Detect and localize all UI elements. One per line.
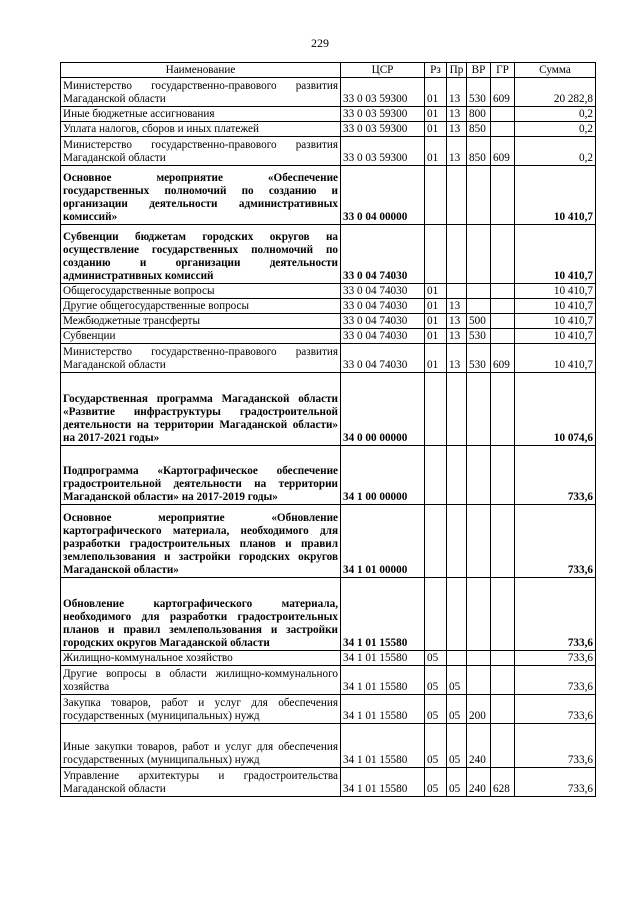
table-row bbox=[61, 314, 596, 329]
cell-gr bbox=[491, 373, 515, 446]
cell-name: Субвенции bbox=[61, 329, 341, 344]
cell-name: Иные закупки товаров, работ и услуг для обеспечения государственных (муниципальных) нужд bbox=[61, 724, 341, 768]
cell-gr: 609 bbox=[491, 137, 515, 166]
header-pr: Пр bbox=[447, 63, 467, 78]
cell-pr bbox=[447, 166, 467, 225]
cell-name: Другие общегосударственные вопросы bbox=[61, 299, 341, 314]
cell-pr: 13 bbox=[447, 314, 467, 329]
cell-pr: 13 bbox=[447, 107, 467, 122]
cell-gr: 609 bbox=[491, 344, 515, 373]
cell-name: Министерство государственно-правового развития Магаданской области bbox=[61, 137, 341, 166]
cell-sum: 733,6 bbox=[515, 695, 596, 724]
cell-rz: 01 bbox=[425, 329, 447, 344]
cell-gr bbox=[491, 284, 515, 299]
cell-name: Министерство государственно-правового развития Магаданской области bbox=[61, 344, 341, 373]
table-row bbox=[61, 446, 596, 505]
table-row bbox=[61, 578, 596, 651]
cell-sum: 10 410,7 bbox=[515, 314, 596, 329]
cell-name: Закупка товаров, работ и услуг для обеспечения государственных (муниципальных) нужд bbox=[61, 695, 341, 724]
cell-sum: 10 410,7 bbox=[515, 329, 596, 344]
table-row bbox=[61, 373, 596, 446]
cell-sum: 10 410,7 bbox=[515, 299, 596, 314]
cell-sum: 10 410,7 bbox=[515, 284, 596, 299]
cell-gr bbox=[491, 578, 515, 651]
cell-rz: 01 bbox=[425, 78, 447, 107]
header-csr: ЦСР bbox=[341, 63, 425, 78]
cell-vr bbox=[467, 299, 491, 314]
table-row bbox=[61, 695, 596, 724]
cell-vr: 850 bbox=[467, 137, 491, 166]
cell-csr: 33 0 04 00000 bbox=[341, 166, 425, 225]
cell-sum: 10 074,6 bbox=[515, 373, 596, 446]
table-row bbox=[61, 137, 596, 166]
cell-vr: 240 bbox=[467, 768, 491, 797]
header-gr: ГР bbox=[491, 63, 515, 78]
cell-pr bbox=[447, 284, 467, 299]
cell-rz: 01 bbox=[425, 314, 447, 329]
cell-name: Основное мероприятие «Обновление картографического материала, необходимого для разработки градостроительных планов и правил землепользования и застройки городских округов Магаданской области» bbox=[61, 505, 341, 578]
cell-gr bbox=[491, 446, 515, 505]
cell-vr bbox=[467, 651, 491, 666]
cell-sum: 10 410,7 bbox=[515, 225, 596, 284]
cell-sum: 733,6 bbox=[515, 724, 596, 768]
cell-gr bbox=[491, 695, 515, 724]
cell-csr: 33 0 04 74030 bbox=[341, 299, 425, 314]
cell-csr: 34 1 00 00000 bbox=[341, 446, 425, 505]
cell-gr bbox=[491, 651, 515, 666]
header-rz: Рз bbox=[425, 63, 447, 78]
cell-pr: 13 bbox=[447, 137, 467, 166]
cell-rz bbox=[425, 225, 447, 284]
cell-rz: 05 bbox=[425, 651, 447, 666]
cell-csr: 33 0 03 59300 bbox=[341, 107, 425, 122]
cell-vr bbox=[467, 446, 491, 505]
cell-pr bbox=[447, 651, 467, 666]
cell-csr: 33 0 03 59300 bbox=[341, 122, 425, 137]
cell-name: Межбюджетные трансферты bbox=[61, 314, 341, 329]
cell-name: Иные бюджетные ассигнования bbox=[61, 107, 341, 122]
cell-name: Подпрограмма «Картографическое обеспечение градостроительной деятельности на территории Магаданской области» на 2017-2019 годы» bbox=[61, 446, 341, 505]
cell-name: Общегосударственные вопросы bbox=[61, 284, 341, 299]
cell-vr: 530 bbox=[467, 344, 491, 373]
cell-rz: 05 bbox=[425, 768, 447, 797]
cell-name: Основное мероприятие «Обеспечение государственных полномочий по созданию и организации деятельности административных комиссий» bbox=[61, 166, 341, 225]
cell-pr: 05 bbox=[447, 666, 467, 695]
cell-pr: 13 bbox=[447, 122, 467, 137]
cell-name: Субвенции бюджетам городских округов на осуществление государственных полномочий по созданию и организации деятельности административных комиссий bbox=[61, 225, 341, 284]
cell-sum: 0,2 bbox=[515, 107, 596, 122]
cell-sum: 733,6 bbox=[515, 446, 596, 505]
cell-vr: 850 bbox=[467, 122, 491, 137]
cell-rz: 05 bbox=[425, 666, 447, 695]
table-row bbox=[61, 122, 596, 137]
cell-vr: 800 bbox=[467, 107, 491, 122]
cell-csr: 34 1 01 15580 bbox=[341, 695, 425, 724]
cell-pr bbox=[447, 446, 467, 505]
cell-sum: 733,6 bbox=[515, 578, 596, 651]
table-row bbox=[61, 768, 596, 797]
table-row bbox=[61, 505, 596, 578]
cell-pr bbox=[447, 578, 467, 651]
cell-rz: 01 bbox=[425, 299, 447, 314]
cell-gr bbox=[491, 107, 515, 122]
cell-rz: 01 bbox=[425, 107, 447, 122]
cell-name: Жилищно-коммунальное хозяйство bbox=[61, 651, 341, 666]
cell-sum: 10 410,7 bbox=[515, 166, 596, 225]
cell-name: Обновление картографического материала, необходимого для разработки градостроительных планов и правил землепользования и застройки городских округов Магаданской области bbox=[61, 578, 341, 651]
cell-gr bbox=[491, 299, 515, 314]
cell-gr bbox=[491, 225, 515, 284]
page-number: 229 bbox=[311, 36, 329, 50]
header-sum: Сумма bbox=[515, 63, 596, 78]
cell-rz: 05 bbox=[425, 695, 447, 724]
cell-pr bbox=[447, 373, 467, 446]
cell-csr: 33 0 03 59300 bbox=[341, 78, 425, 107]
cell-csr: 33 0 04 74030 bbox=[341, 314, 425, 329]
cell-csr: 34 1 01 15580 bbox=[341, 578, 425, 651]
cell-rz bbox=[425, 166, 447, 225]
cell-csr: 34 1 01 15580 bbox=[341, 768, 425, 797]
cell-sum: 10 410,7 bbox=[515, 344, 596, 373]
cell-rz bbox=[425, 373, 447, 446]
table-row bbox=[61, 225, 596, 284]
table-row bbox=[61, 344, 596, 373]
cell-vr: 530 bbox=[467, 78, 491, 107]
cell-csr: 33 0 04 74030 bbox=[341, 329, 425, 344]
cell-sum: 20 282,8 bbox=[515, 78, 596, 107]
cell-rz: 01 bbox=[425, 122, 447, 137]
header-vr: ВР bbox=[467, 63, 491, 78]
header-row bbox=[61, 63, 596, 78]
table-row bbox=[61, 107, 596, 122]
cell-sum: 0,2 bbox=[515, 137, 596, 166]
cell-sum: 0,2 bbox=[515, 122, 596, 137]
cell-gr bbox=[491, 329, 515, 344]
cell-name: Уплата налогов, сборов и иных платежей bbox=[61, 122, 341, 137]
table-row bbox=[61, 651, 596, 666]
cell-csr: 34 1 01 15580 bbox=[341, 651, 425, 666]
cell-rz: 01 bbox=[425, 137, 447, 166]
cell-csr: 34 1 01 00000 bbox=[341, 505, 425, 578]
cell-name: Другие вопросы в области жилищно-коммунального хозяйства bbox=[61, 666, 341, 695]
cell-vr bbox=[467, 284, 491, 299]
budget-table bbox=[60, 62, 596, 797]
cell-vr bbox=[467, 373, 491, 446]
table-row bbox=[61, 166, 596, 225]
cell-gr bbox=[491, 314, 515, 329]
cell-csr: 33 0 04 74030 bbox=[341, 344, 425, 373]
cell-pr: 13 bbox=[447, 344, 467, 373]
cell-vr: 530 bbox=[467, 329, 491, 344]
cell-csr: 34 0 00 00000 bbox=[341, 373, 425, 446]
cell-csr: 34 1 01 15580 bbox=[341, 666, 425, 695]
cell-vr bbox=[467, 666, 491, 695]
cell-vr: 240 bbox=[467, 724, 491, 768]
cell-rz: 05 bbox=[425, 724, 447, 768]
cell-csr: 34 1 01 15580 bbox=[341, 724, 425, 768]
cell-csr: 33 0 03 59300 bbox=[341, 137, 425, 166]
cell-pr: 13 bbox=[447, 329, 467, 344]
cell-name: Министерство государственно-правового развития Магаданской области bbox=[61, 78, 341, 107]
cell-sum: 733,6 bbox=[515, 666, 596, 695]
table-row bbox=[61, 284, 596, 299]
cell-name: Управление архитектуры и градостроительства Магаданской области bbox=[61, 768, 341, 797]
table-row bbox=[61, 724, 596, 768]
cell-rz: 01 bbox=[425, 344, 447, 373]
cell-rz bbox=[425, 578, 447, 651]
cell-rz bbox=[425, 446, 447, 505]
cell-pr: 13 bbox=[447, 78, 467, 107]
table-row bbox=[61, 329, 596, 344]
cell-vr bbox=[467, 166, 491, 225]
cell-vr bbox=[467, 505, 491, 578]
cell-csr: 33 0 04 74030 bbox=[341, 284, 425, 299]
cell-rz: 01 bbox=[425, 284, 447, 299]
cell-gr bbox=[491, 122, 515, 137]
cell-gr: 609 bbox=[491, 78, 515, 107]
cell-gr bbox=[491, 724, 515, 768]
cell-gr bbox=[491, 166, 515, 225]
cell-pr bbox=[447, 225, 467, 284]
cell-gr bbox=[491, 505, 515, 578]
cell-pr: 05 bbox=[447, 768, 467, 797]
cell-pr: 13 bbox=[447, 299, 467, 314]
cell-csr: 33 0 04 74030 bbox=[341, 225, 425, 284]
cell-vr bbox=[467, 225, 491, 284]
cell-vr: 200 bbox=[467, 695, 491, 724]
cell-sum: 733,6 bbox=[515, 651, 596, 666]
header-name: Наименование bbox=[61, 63, 341, 78]
cell-pr: 05 bbox=[447, 724, 467, 768]
table-row bbox=[61, 666, 596, 695]
cell-name: Государственная программа Магаданской области «Развитие инфраструктуры градостроительной деятельности на территории Магаданской области» на 2017-2021 годы» bbox=[61, 373, 341, 446]
cell-gr: 628 bbox=[491, 768, 515, 797]
table-row bbox=[61, 78, 596, 107]
cell-rz bbox=[425, 505, 447, 578]
cell-pr: 05 bbox=[447, 695, 467, 724]
cell-pr bbox=[447, 505, 467, 578]
cell-vr bbox=[467, 578, 491, 651]
cell-sum: 733,6 bbox=[515, 505, 596, 578]
table-row bbox=[61, 299, 596, 314]
cell-sum: 733,6 bbox=[515, 768, 596, 797]
cell-gr bbox=[491, 666, 515, 695]
cell-vr: 500 bbox=[467, 314, 491, 329]
